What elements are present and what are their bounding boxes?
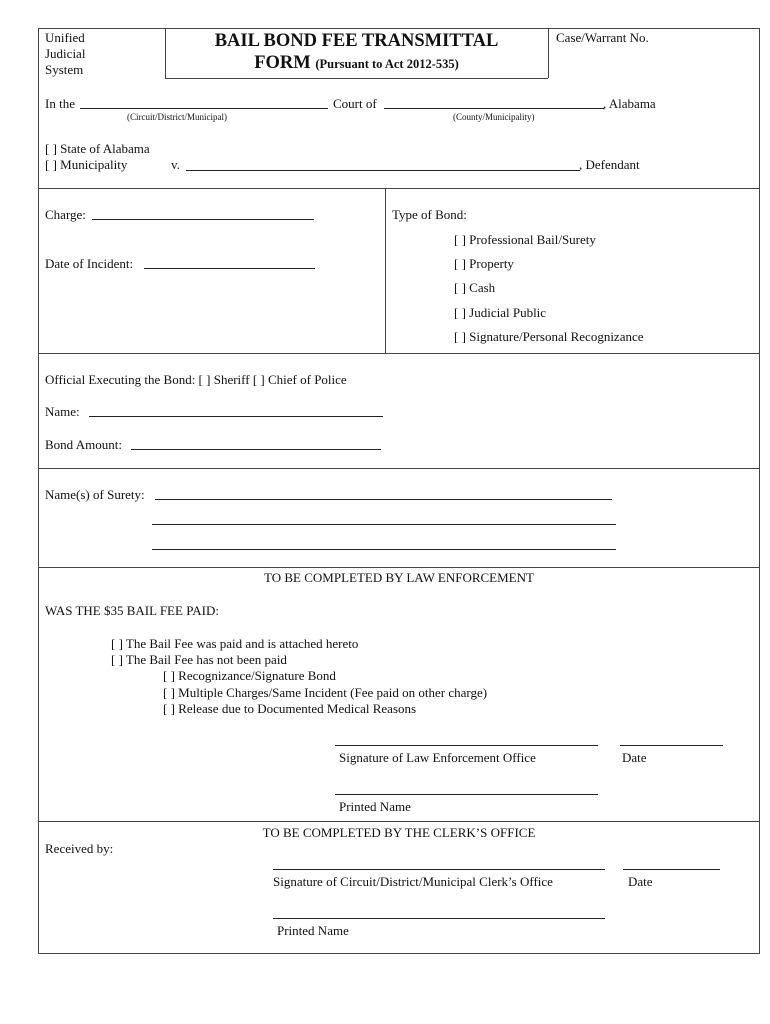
section-rule-5 — [38, 821, 760, 822]
section-rule-3 — [38, 468, 760, 469]
clerk-printed-name-label: Printed Name — [277, 923, 349, 938]
reason-recognizance[interactable]: [ ] Recognizance/Signature Bond — [163, 668, 336, 683]
case-warrant-field[interactable] — [556, 70, 752, 77]
in-the-label: In the — [45, 96, 75, 111]
surety-field-1[interactable] — [155, 499, 612, 500]
law-enforcement-signature-field[interactable] — [335, 745, 598, 746]
received-by-label: Received by: — [45, 841, 114, 856]
court-type-hint: (Circuit/District/Municipal) — [127, 112, 227, 122]
court-of-label: Court of — [333, 96, 377, 111]
official-name-label: Name: — [45, 404, 80, 419]
org-line-3: System — [45, 62, 84, 77]
date-of-incident-label: Date of Incident: — [45, 256, 134, 271]
type-of-bond-label: Type of Bond: — [392, 207, 467, 222]
alabama-label: , Alabama — [603, 96, 656, 111]
charge-field[interactable] — [92, 219, 314, 220]
county-field[interactable] — [384, 108, 604, 109]
bond-type-property[interactable]: [ ] Property — [454, 256, 514, 271]
section-rule-1 — [38, 188, 760, 189]
charge-label: Charge: — [45, 207, 86, 222]
clerk-printed-name-field[interactable] — [273, 918, 605, 919]
defendant-field[interactable] — [186, 170, 580, 171]
option-state-of-alabama[interactable]: [ ] State of Alabama — [45, 141, 150, 156]
bond-type-cash[interactable]: [ ] Cash — [454, 280, 496, 295]
law-enforcement-signature-label: Signature of Law Enforcement Office — [339, 750, 536, 765]
clerk-signature-field[interactable] — [273, 869, 605, 870]
surety-field-2[interactable] — [152, 524, 616, 525]
bond-type-professional[interactable]: [ ] Professional Bail/Surety — [454, 232, 596, 247]
reason-multiple-charges[interactable]: [ ] Multiple Charges/Same Incident (Fee paid on other charge) — [163, 685, 488, 700]
form-subtitle-act: (Pursuant to Act 2012-535) — [315, 57, 459, 71]
option-municipality[interactable]: [ ] Municipality — [45, 157, 128, 172]
clerk-date-label: Date — [628, 874, 653, 889]
charge-divider — [385, 188, 386, 353]
bond-type-judicial-public[interactable]: [ ] Judicial Public — [454, 305, 547, 320]
clerk-heading: TO BE COMPLETED BY THE CLERK’S OFFICE — [262, 825, 536, 840]
header-bottom-rule — [165, 78, 548, 79]
form-title: BAIL BOND FEE TRANSMITTAL — [214, 31, 499, 51]
bond-amount-label: Bond Amount: — [45, 437, 122, 452]
defendant-label: , Defendant — [579, 157, 640, 172]
law-enforcement-printed-name-label: Printed Name — [339, 799, 411, 814]
surety-field-3[interactable] — [152, 549, 616, 550]
bond-amount-field[interactable] — [131, 449, 381, 450]
surety-label: Name(s) of Surety: — [45, 487, 145, 502]
bail-fee-question: WAS THE $35 BAIL FEE PAID: — [45, 603, 219, 618]
county-hint: (County/Municipality) — [453, 112, 535, 122]
clerk-date-field[interactable] — [623, 869, 720, 870]
case-warrant-label: Case/Warrant No. — [556, 30, 649, 45]
option-fee-paid[interactable]: [ ] The Bail Fee was paid and is attached hereto — [111, 636, 359, 651]
law-enforcement-printed-name-field[interactable] — [335, 794, 598, 795]
section-rule-2 — [38, 353, 760, 354]
form-subtitle-main: FORM — [254, 53, 311, 73]
law-enforcement-heading: TO BE COMPLETED BY LAW ENFORCEMENT — [264, 570, 534, 585]
law-enforcement-date-field[interactable] — [620, 745, 723, 746]
form-subtitle — [165, 54, 548, 73]
org-line-1: Unified — [45, 30, 85, 45]
section-rule-4 — [38, 567, 760, 568]
court-type-field[interactable] — [80, 108, 328, 109]
date-of-incident-field[interactable] — [144, 268, 315, 269]
official-name-field[interactable] — [89, 416, 383, 417]
form-border — [38, 28, 760, 954]
bond-type-signature[interactable]: [ ] Signature/Personal Recognizance — [454, 329, 644, 344]
clerk-signature-label: Signature of Circuit/District/Municipal Clerk’s Office — [273, 874, 553, 889]
org-line-2: Judicial — [45, 46, 86, 61]
option-fee-not-paid[interactable]: [ ] The Bail Fee has not been paid — [111, 652, 287, 667]
header-divider-right — [548, 28, 549, 78]
law-enforcement-date-label: Date — [622, 750, 647, 765]
official-executing-label[interactable]: Official Executing the Bond: [ ] Sheriff [ ] Chief of Police — [45, 372, 347, 387]
versus-label: v. — [171, 157, 180, 172]
reason-medical[interactable]: [ ] Release due to Documented Medical Reasons — [163, 701, 417, 716]
